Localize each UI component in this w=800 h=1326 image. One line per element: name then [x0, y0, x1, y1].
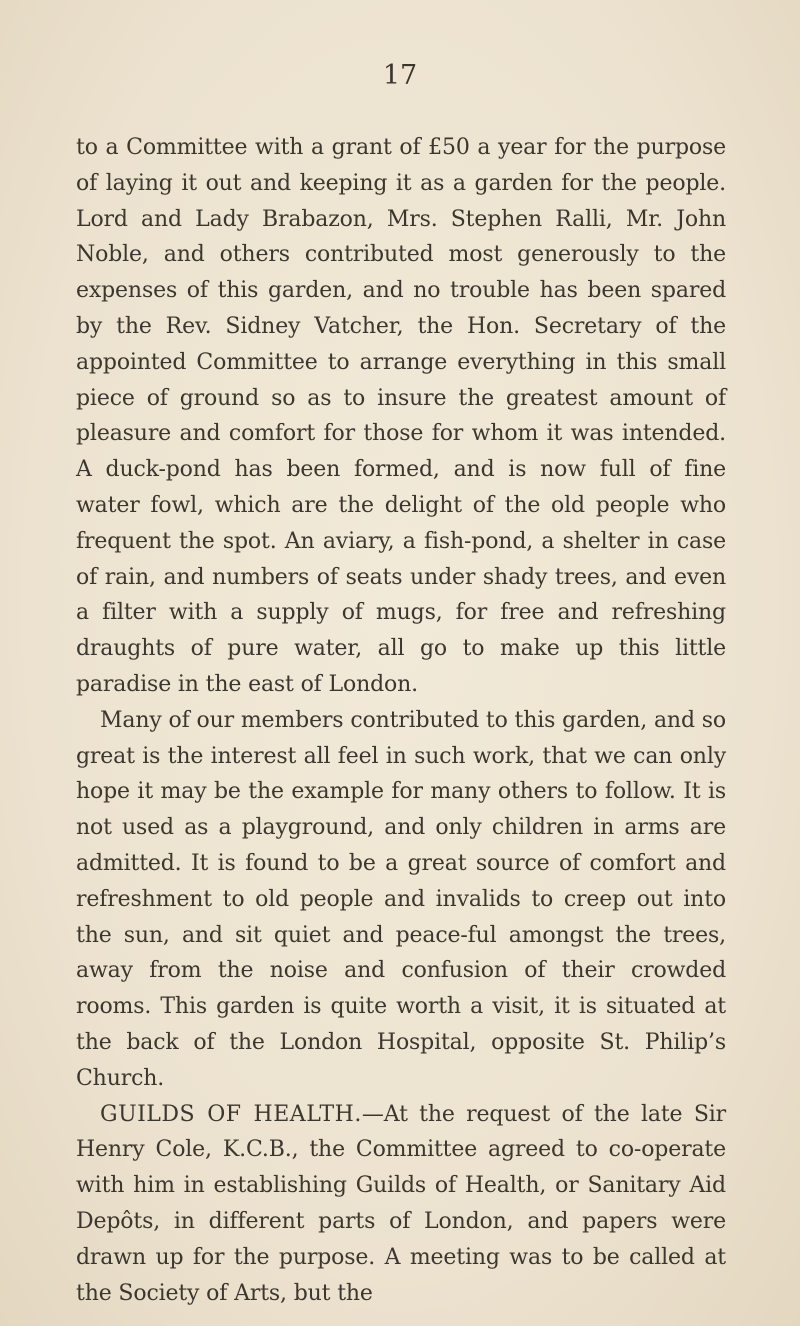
paragraph-3 [76, 1097, 726, 1312]
paragraph-3-text: —At the request of the late Sir Henry Cole, K.C.B., the Committee agreed to co-operate with him in establishing Guilds of Health, or Sanitary Aid Depôts, in different parts of London, and papers were drawn up for the purpose. A meeting was to be called at the Society of Arts, but the [76, 1101, 726, 1306]
body-text [76, 130, 726, 1311]
section-heading: GUILDS OF HEALTH. [100, 1101, 362, 1127]
paragraph-1 [76, 130, 726, 703]
paragraph-1-text: to a Committee with a grant of £50 a year for the purpose of laying it out and keeping it as a garden for the people. Lord and Lady Brabazon, Mrs. Stephen Ralli, Mr. John Noble, and others contributed most generously to the expenses of this garden, and no trouble has been spared by the Rev. Sidney Vatcher, the Hon. Secretary of the appointed Committee to arrange everything in this small piece of ground so as to insure the greatest amount of pleasure and comfort for those for whom it was intended. A duck-pond has been formed, and is now full of fine water fowl, which are the delight of the old people who frequent the spot. An aviary, a fish-pond, a shelter in case of rain, and numbers of seats under shady trees, and even a filter with a supply of mugs, for free and refreshing draughts of pure water, all go to make up this little paradise in the east of London. [76, 135, 726, 697]
page-number: 17 [382, 60, 418, 91]
paragraph-2-text: Many of our members contributed to this garden, and so great is the interest all feel in such work, that we can only hope it may be the example for many others to follow. It is not used as a playground, and only children in arms are admitted. It is found to be a great source of comfort and refreshment to old people and invalids to creep out into the sun, and sit quiet and peace-ful amongst the trees, away from the noise and confusion of their crowded rooms. This garden is quite worth a visit, it is situated at the back of the London Hospital, opposite St. Philip’s Church. [76, 707, 726, 1091]
paragraph-2 [76, 703, 726, 1097]
